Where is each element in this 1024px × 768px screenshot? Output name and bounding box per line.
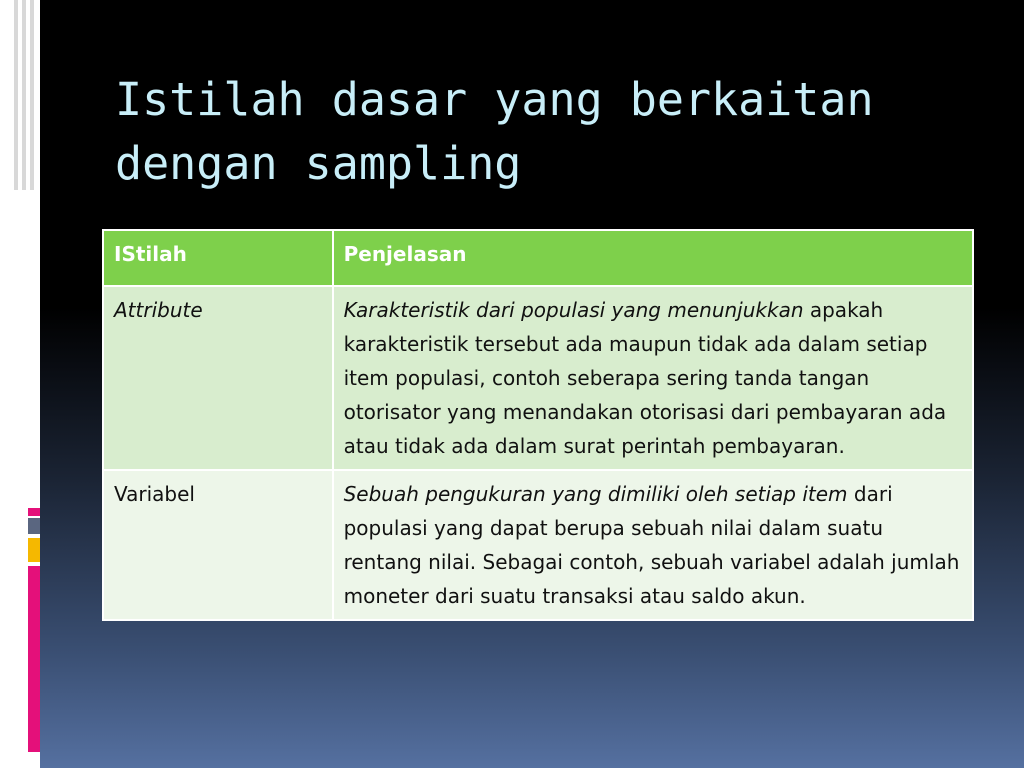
explanation-cell [333,286,973,470]
explanation-italic-text: Sebuah pengukuran yang dimiliki oleh setiap item [343,482,848,506]
strip-accent-pink [28,508,40,516]
terms-table [102,229,974,621]
strip-accent-yellow [28,538,40,562]
explanation-text: apakah karakteristik tersebut ada maupun tidak ada dalam setiap item populasi, contoh seberapa sering tanda tangan otorisator yang menandakan otorisasi dari pembayaran ada atau tidak ada dalam surat perintah pembayaran. [343,298,947,458]
table-header-row [103,230,973,286]
table-row [103,470,973,620]
term-cell: Variabel [103,470,333,620]
table-row [103,286,973,470]
slide-title: Istilah dasar yang berkaitan dengan sampling [115,73,874,190]
left-decorative-strip [0,0,40,768]
explanation-text: dari populasi yang dapat berupa sebuah nilai dalam suatu rentang nilai. Sebagai contoh, sebuah variabel adalah jumlah moneter dari suatu transaksi atau saldo akun. [343,482,960,608]
column-header-term: IStilah [103,230,333,286]
strip-accent-pink-bar [28,566,40,752]
explanation-cell [333,470,973,620]
term-cell: Attribute [103,286,333,470]
explanation-italic-text: Karakteristik dari populasi yang menunjukkan [343,298,804,322]
column-header-explanation: Penjelasan [333,230,973,286]
strip-line [30,0,40,190]
strip-accent-gray [28,518,40,534]
